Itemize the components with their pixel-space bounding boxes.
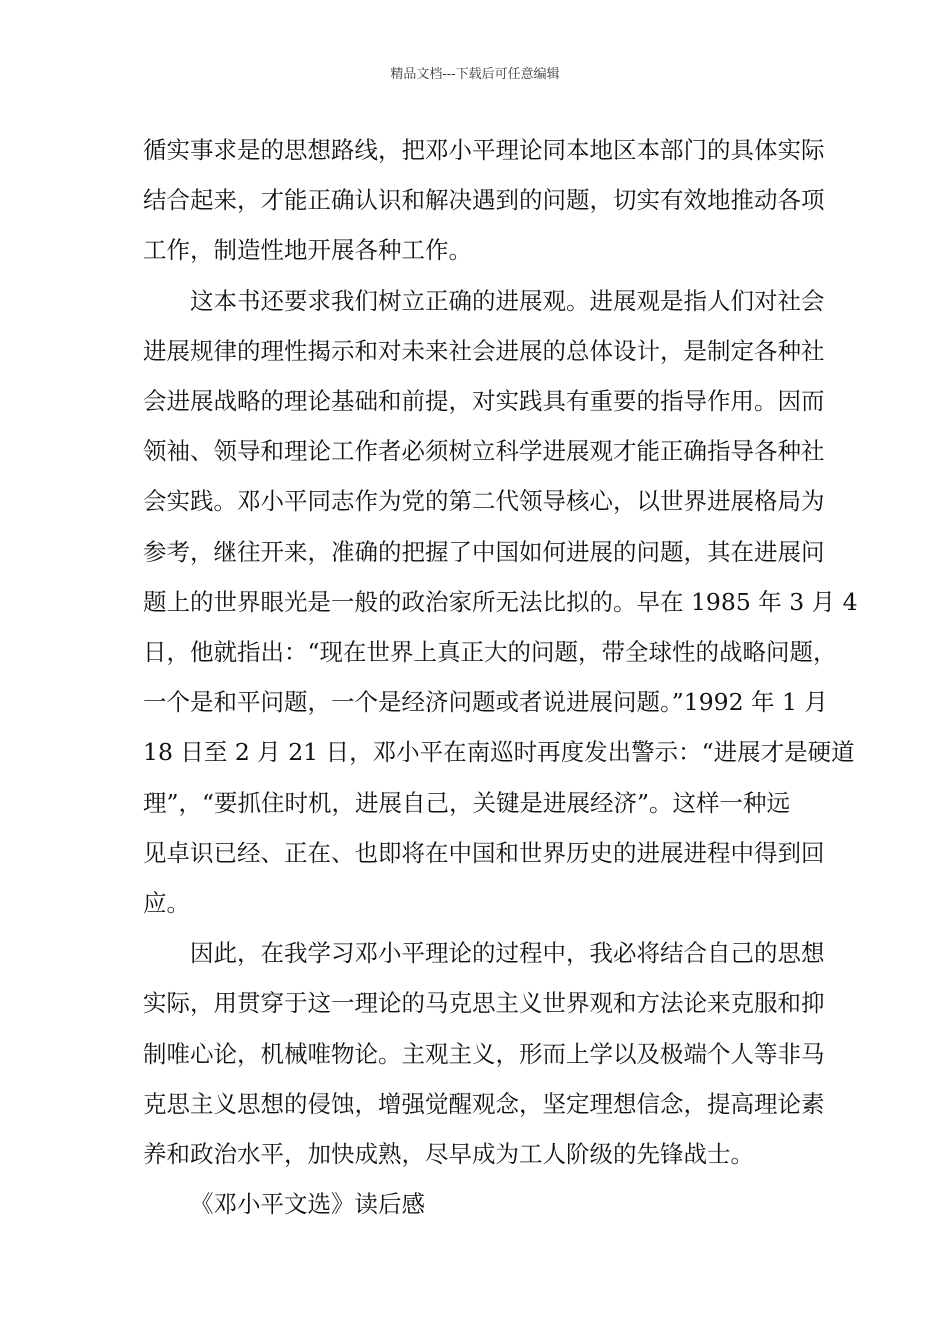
document-body: [143, 125, 858, 1229]
text-line: 参考，继往开来，准确的把握了中国如何进展的问题，其在进展问: [143, 537, 825, 566]
section-title: [143, 1179, 823, 1229]
text-line: 见卓识已经、正在、也即将在中国和世界历史的进展进程中得到回: [143, 838, 825, 867]
text-line: 会实践。邓小平同志作为党的第二代领导核心，以世界进展格局为: [143, 487, 825, 516]
title-line: 《邓小平文选》读后感: [190, 1190, 425, 1219]
text-line: 一个是和平问题，一个是经济问题或者说进展问题。”1992 年 1 月: [143, 688, 828, 717]
text-line: 领袖、领导和理论工作者必须树立科学进展观才能正确指导各种社: [143, 437, 825, 466]
paragraph-conclusion: [143, 928, 823, 1179]
text-line: 因此，在我学习邓小平理论的过程中，我必将结合自己的思想: [190, 939, 825, 968]
text-line: 日，他就指出：“现在世界上真正大的问题，带全球性的战略问题，: [143, 638, 837, 667]
paragraph-continuation: [143, 125, 823, 276]
text-line: 会进展战略的理论基础和前提，对实践具有重要的指导作用。因而: [143, 387, 825, 416]
text-line: 进展规律的理性揭示和对未来社会进展的总体设计，是制定各种社: [143, 336, 825, 365]
text-line: 克思主义思想的侵蚀，增强觉醒观念，坚定理想信念，提高理论素: [143, 1089, 825, 1118]
text-line: 工作，制造性地开展各种工作。: [143, 236, 472, 265]
text-line: 实际，用贯穿于这一理论的马克思主义世界观和方法论来克服和抑: [143, 989, 825, 1018]
text-line: 制唯心论，机械唯物论。主观主义，形而上学以及极端个人等非马: [143, 1039, 825, 1068]
text-line: 理”，“要抓住时机，进展自己，关键是进展经济”。这样一种远: [143, 788, 791, 817]
paragraph-development-view: [143, 276, 858, 929]
text-line: 题上的世界眼光是一般的政治家所无法比拟的。早在 1985 年 3 月 4: [143, 587, 858, 616]
text-line: 应。: [143, 889, 190, 918]
text-line: 结合起来，才能正确认识和解决遇到的问题，切实有效地推动各项: [143, 186, 825, 215]
text-line: 养和政治水平，加快成熟，尽早成为工人阶级的先锋战士。: [143, 1140, 754, 1169]
page-header: 精品文档---下载后可任意编辑: [390, 67, 560, 82]
text-line: 这本书还要求我们树立正确的进展观。进展观是指人们对社会: [190, 286, 825, 315]
text-line: 循实事求是的思想路线，把邓小平理论同本地区本部门的具体实际: [143, 136, 825, 164]
text-line: 18 日至 2 月 21 日，邓小平在南巡时再度发出警示：“进展才是硬道: [143, 738, 855, 767]
